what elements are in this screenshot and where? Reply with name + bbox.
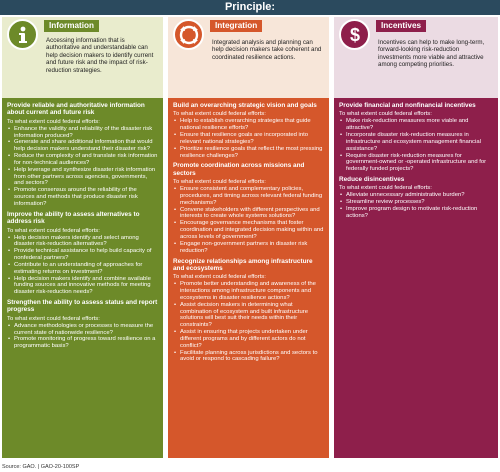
principle-header bbox=[0, 0, 500, 15]
list-item: • Encourage governance mechanisms that foster coordination and integrated decision making within and across levels of government? bbox=[173, 220, 324, 241]
section-title: Provide reliable and authoritative information about current and future risk bbox=[7, 102, 145, 117]
list-item: • Provide technical assistance to help build capacity of nonfederal partners? bbox=[7, 248, 158, 262]
list-item: • Help decision makers identify and select among disaster risk-reduction alternatives? bbox=[7, 235, 158, 249]
section-title: Strengthen the ability to assess status and report progress bbox=[7, 299, 158, 314]
list-item: • Facilitate planning across jurisdictions and sectors to avoid or respond to cascading failure? bbox=[173, 350, 324, 364]
list-item: • Contribute to an understanding of approaches for estimating returns on investment? bbox=[7, 262, 158, 276]
list-item: • Promote better understanding and awareness of the interactions among infrastructure components and ecosystems in disaster resilience actions? bbox=[173, 281, 324, 302]
list-item: • Help leverage and synthesize disaster risk information from other partners across agencies, governments, and sectors? bbox=[7, 167, 158, 188]
column-information bbox=[2, 17, 163, 458]
column-integration bbox=[168, 17, 329, 458]
cycle-arrows-icon bbox=[173, 19, 204, 50]
list-item: • Promote consensus around the reliability of the sources and methods that produce disaster risk information? bbox=[7, 187, 158, 208]
item-list bbox=[339, 192, 493, 219]
list-item: • Prioritize resilience goals that reflect the most pressing resilience challenges? bbox=[173, 146, 324, 160]
item-list bbox=[7, 235, 158, 297]
list-item: • Alleviate unnecessary administrative burden? bbox=[339, 192, 493, 199]
column-body-incentives bbox=[334, 98, 498, 458]
list-item: • Improve program design to motivate risk-reduction actions? bbox=[339, 206, 493, 220]
column-header-integration bbox=[168, 17, 329, 98]
section-title: Build an overarching strategic vision and goals bbox=[173, 102, 317, 109]
list-item: • Ensure that resilience goals are incorporated into relevant national strategies? bbox=[173, 132, 324, 146]
column-title-integration: Integration bbox=[210, 20, 262, 32]
section-question: To what extent could federal efforts: bbox=[7, 315, 100, 322]
svg-text:$: $ bbox=[349, 24, 360, 45]
list-item: • Assist in ensuring that projects undertaken under different programs and by different actors do not conflict? bbox=[173, 329, 324, 350]
column-header-incentives bbox=[334, 17, 498, 98]
list-item: • Ensure consistent and complementary policies, procedures, and timing across relevant federal funding mechanisms? bbox=[173, 186, 324, 207]
list-item: • Require disaster risk-reduction measures for government-owned or -operated infrastructure and for federally funded projects? bbox=[339, 153, 493, 174]
source-note: Source: GAO. | GAO-20-100SP bbox=[2, 463, 80, 470]
section-title: Recognize relationships among infrastructure and ecosystems bbox=[173, 257, 313, 272]
list-item: • Reduce the complexity of and translate risk information for non-technical audiences? bbox=[7, 153, 158, 167]
item-list bbox=[173, 118, 324, 159]
dollar-icon bbox=[339, 19, 370, 50]
list-item: • Advance methodologies or processes to measure the current state of nationwide resilience? bbox=[7, 323, 158, 337]
item-list bbox=[173, 186, 324, 254]
section-question: To what extent could federal efforts: bbox=[339, 185, 432, 192]
column-body-integration bbox=[168, 98, 329, 458]
section-question: To what extent could federal efforts: bbox=[173, 274, 266, 281]
item-list bbox=[7, 323, 158, 350]
column-incentives bbox=[334, 17, 498, 458]
column-intro-incentives: Incentives can help to make long-term, forward-looking risk-reduction investments more viable and attractive among competing priorities. bbox=[378, 39, 485, 69]
section-question: To what extent could federal efforts: bbox=[7, 227, 100, 234]
list-item: • Help to establish overarching strategies that guide national resilience efforts? bbox=[173, 118, 324, 132]
section-question: To what extent could federal efforts: bbox=[173, 179, 266, 186]
column-title-information: Information bbox=[44, 20, 99, 32]
list-item: • Enhance the validity and reliability of the disaster risk information produced? bbox=[7, 126, 158, 140]
section-title: Improve the ability to assess alternatives to address risk bbox=[7, 210, 140, 226]
list-item: • Generate and share additional information that would help decision makers understand their disaster risk? bbox=[7, 139, 158, 153]
item-list bbox=[173, 281, 324, 363]
column-intro-integration: Integrated analysis and planning can help decision makers take coherent and coordinated resilience actions. bbox=[212, 39, 322, 61]
list-item: • Streamline review processes? bbox=[339, 199, 493, 206]
item-list bbox=[339, 118, 493, 173]
list-item: • Convene stakeholders with different perspectives and interests to create whole systems solutions? bbox=[173, 207, 324, 221]
principle-title: Principle: bbox=[224, 1, 276, 13]
list-item: • Help decision makers identify and combine available funding sources and innovative methods for meeting disaster risk-reduction needs? bbox=[7, 276, 158, 297]
list-item: • Incorporate disaster risk-reduction measures in infrastructure and ecosystem management financial assistance? bbox=[339, 132, 493, 153]
column-title-incentives: Incentives bbox=[376, 20, 426, 32]
column-header-information bbox=[2, 17, 163, 98]
list-item: • Promote monitoring of progress toward resilience on a programmatic basis? bbox=[7, 336, 158, 350]
column-intro-information: Accessing information that is authoritative and understandable can help decision makers to identify current and future risk and the impact of risk-reduction strategies. bbox=[46, 37, 154, 74]
item-list bbox=[7, 126, 158, 208]
list-item: • Engage non-government partners in disaster risk reduction? bbox=[173, 241, 324, 255]
section-title: Provide financial and nonfinancial incentives bbox=[339, 102, 476, 109]
list-item: • Assist decision makers in determining what combination of ecosystem and built infrastructure solutions will best suit their needs within their constraints? bbox=[173, 302, 324, 329]
column-body-information bbox=[2, 98, 163, 458]
section-question: To what extent could federal efforts: bbox=[7, 118, 100, 125]
list-item: • Make risk-reduction measures more viable and attractive? bbox=[339, 118, 493, 132]
section-title: Promote coordination across missions and sectors bbox=[173, 162, 305, 177]
section-question: To what extent could federal efforts: bbox=[339, 111, 432, 118]
section-question: To what extent could federal efforts: bbox=[173, 111, 266, 118]
section-title: Reduce disincentives bbox=[339, 176, 405, 184]
